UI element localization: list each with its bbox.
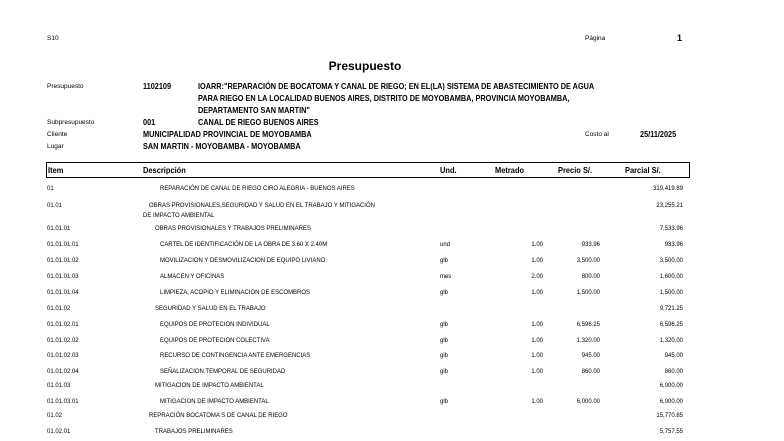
row-metrado: 1.00 — [531, 321, 543, 328]
col-parcial: Parcial S/. — [625, 165, 661, 175]
row-precio: 860.00 — [581, 368, 600, 375]
row-precio: 800.00 — [581, 273, 600, 280]
row-parcial: 860.00 — [664, 368, 683, 375]
col-und: Und. — [440, 165, 457, 175]
row-parcial: 3,500.00 — [659, 257, 683, 264]
row-item: 01.01 — [47, 202, 62, 209]
row-description: TRABAJOS PRELIMINARES — [155, 428, 233, 435]
subpresupuesto-code: 001 — [143, 117, 156, 127]
row-item: 01.01.01.02 — [47, 257, 79, 264]
row-item: 01.01.01.04 — [47, 289, 79, 296]
row-item: 01.02.01 — [47, 428, 71, 435]
report-code: S10 — [47, 35, 59, 42]
row-parcial: 6,000.00 — [659, 382, 683, 389]
presupuesto-code: 1102109 — [143, 81, 172, 91]
col-precio: Precio S/. — [558, 165, 593, 175]
page-title: Presupuesto — [328, 59, 402, 73]
row-precio: 6,000.00 — [576, 398, 600, 405]
row-description: MITIGACION DE IMPACTO AMBIENTAL — [160, 398, 269, 405]
row-parcial: 1,500.00 — [659, 289, 683, 296]
row-parcial: 1,320.00 — [659, 337, 683, 344]
row-item: 01 — [47, 185, 54, 192]
table-header-bottom-border — [46, 177, 690, 178]
row-item: 01.01.01.03 — [47, 273, 79, 280]
row-description: MOVILIZACION Y DESMOVILIZACION DE EQUIPO LIVIANO — [160, 257, 326, 264]
presupuesto-desc-line1: IOARR:"REPARACIÓN DE BOCATOMA Y CANAL DE RIEGO; EN EL(LA) SISTEMA DE ABASTECIMIENTO DE AGUA — [198, 81, 595, 91]
row-metrado: 1.00 — [531, 398, 543, 405]
lugar-value: SAN MARTIN - MOYOBAMBA - MOYOBAMBA — [143, 141, 301, 151]
row-item: 01.02 — [47, 412, 62, 419]
row-description: EQUIPOS DE PROTECION INDIVIDUAL — [160, 321, 270, 328]
page-label: Página — [585, 35, 606, 42]
row-unit: glb — [440, 398, 448, 405]
cliente-label: Cliente — [47, 131, 68, 138]
row-metrado: 1.00 — [531, 352, 543, 359]
row-parcial: 6,000.00 — [659, 398, 683, 405]
row-metrado: 2.00 — [531, 273, 543, 280]
row-precio: 6,596.25 — [576, 321, 600, 328]
row-description: RECURSO DE CONTINGENCIA ANTE EMERGENCIAS — [160, 352, 311, 359]
table-header-left-border — [46, 162, 47, 178]
row-metrado: 1.00 — [531, 241, 543, 248]
row-parcial: 23,255.21 — [656, 202, 683, 209]
row-unit: glb — [440, 321, 448, 328]
subpresupuesto-label: Subpresupuesto — [47, 119, 95, 126]
row-precio: 1,500.00 — [576, 289, 600, 296]
row-precio: 933.96 — [581, 241, 600, 248]
row-item: 01.01.02.02 — [47, 337, 79, 344]
row-description-cont: DE IMPACTO AMBIENTAL — [143, 212, 215, 219]
row-description: LIMPIEZA, ACOPIO Y ELIMINACION DE ESCOMBROS — [160, 289, 311, 296]
row-description: REPRACIÓN BOCATOMA S DE CANAL DE RIEGO — [149, 412, 288, 419]
col-item: Item — [48, 165, 64, 175]
row-item: 01.01.02.01 — [47, 321, 79, 328]
row-unit: glb — [440, 352, 448, 359]
cliente-value: MUNICIPALIDAD PROVINCIAL DE MOYOBAMBA — [143, 129, 312, 139]
row-unit: mes — [440, 273, 452, 280]
row-item: 01.01.02.03 — [47, 352, 79, 359]
row-parcial: 1,600.00 — [659, 273, 683, 280]
row-description: MITIGACION DE IMPACTO AMBIENTAL — [155, 382, 264, 389]
row-item: 01.01.01 — [47, 225, 71, 232]
row-precio: 1,320.00 — [576, 337, 600, 344]
presupuesto-desc-line3: DEPARTAMENTO SAN MARTIN" — [198, 105, 310, 115]
row-unit: glb — [440, 337, 448, 344]
row-parcial: 319,419.89 — [653, 185, 683, 192]
col-descripcion: Descripción — [143, 165, 186, 175]
row-unit: glb — [440, 257, 448, 264]
row-item: 01.01.01.01 — [47, 241, 79, 248]
table-header-top-border — [46, 162, 690, 163]
row-metrado: 1.00 — [531, 368, 543, 375]
row-precio: 945.00 — [581, 352, 600, 359]
row-parcial: 5,757.55 — [659, 428, 683, 435]
lugar-label: Lugar — [47, 143, 64, 150]
col-metrado: Metrado — [495, 165, 525, 175]
presupuesto-desc-line2: PARA RIEGO EN LA LOCALIDAD BUENOS AIRES, DISTRITO DE MOYOBAMBA, PROVINCIA MOYOBAMBA, — [198, 93, 570, 103]
row-description: SEÑALIZACION TEMPORAL DE SEGURIDAD — [160, 368, 286, 375]
row-parcial: 9,721.25 — [659, 305, 683, 312]
row-description: OBRAS PROVISIONALES,SEGURIDAD Y SALUD EN EL TRABAJO Y MITIGACIÓN — [149, 202, 375, 209]
row-description: OBRAS PROVISIONALES Y TRABAJOS PRELIMINARES — [155, 225, 311, 232]
row-description: REPARACIÓN DE CANAL DE RIEGO CIRO ALEGRIA - BUENOS AIRES — [160, 185, 355, 192]
row-item: 01.01.02 — [47, 305, 71, 312]
costo-label: Costo al — [585, 131, 609, 138]
row-item: 01.01.02.04 — [47, 368, 79, 375]
row-unit: glb — [440, 289, 448, 296]
subpresupuesto-desc: CANAL DE RIEGO BUENOS AIRES — [198, 117, 319, 127]
row-description: SEGURIDAD Y SALUD EN EL TRABAJO — [155, 305, 266, 312]
row-precio: 3,500.00 — [576, 257, 600, 264]
row-metrado: 1.00 — [531, 289, 543, 296]
row-parcial: 6,596.25 — [659, 321, 683, 328]
row-parcial: 945.00 — [664, 352, 683, 359]
row-parcial: 7,533.96 — [659, 225, 683, 232]
presupuesto-label: Presupuesto — [47, 83, 84, 90]
row-parcial: 15,770.85 — [656, 412, 683, 419]
row-metrado: 1.00 — [531, 337, 543, 344]
row-description: CARTEL DE IDENTIFICACIÓN DE LA OBRA DE 3.60 X 2.40M — [160, 241, 328, 248]
row-description: EQUIPOS DE PROTECION COLECTIVA — [160, 337, 270, 344]
row-item: 01.01.03.01 — [47, 398, 79, 405]
costo-date: 25/11/2025 — [640, 129, 677, 139]
row-unit: und — [440, 241, 450, 248]
table-header-right-border — [689, 162, 690, 178]
row-parcial: 933.96 — [664, 241, 683, 248]
row-metrado: 1.00 — [531, 257, 543, 264]
row-description: ALMACEN Y OFICINAS — [160, 273, 225, 280]
row-unit: glb — [440, 368, 448, 375]
row-item: 01.01.03 — [47, 382, 71, 389]
page-number: 1 — [677, 33, 683, 43]
